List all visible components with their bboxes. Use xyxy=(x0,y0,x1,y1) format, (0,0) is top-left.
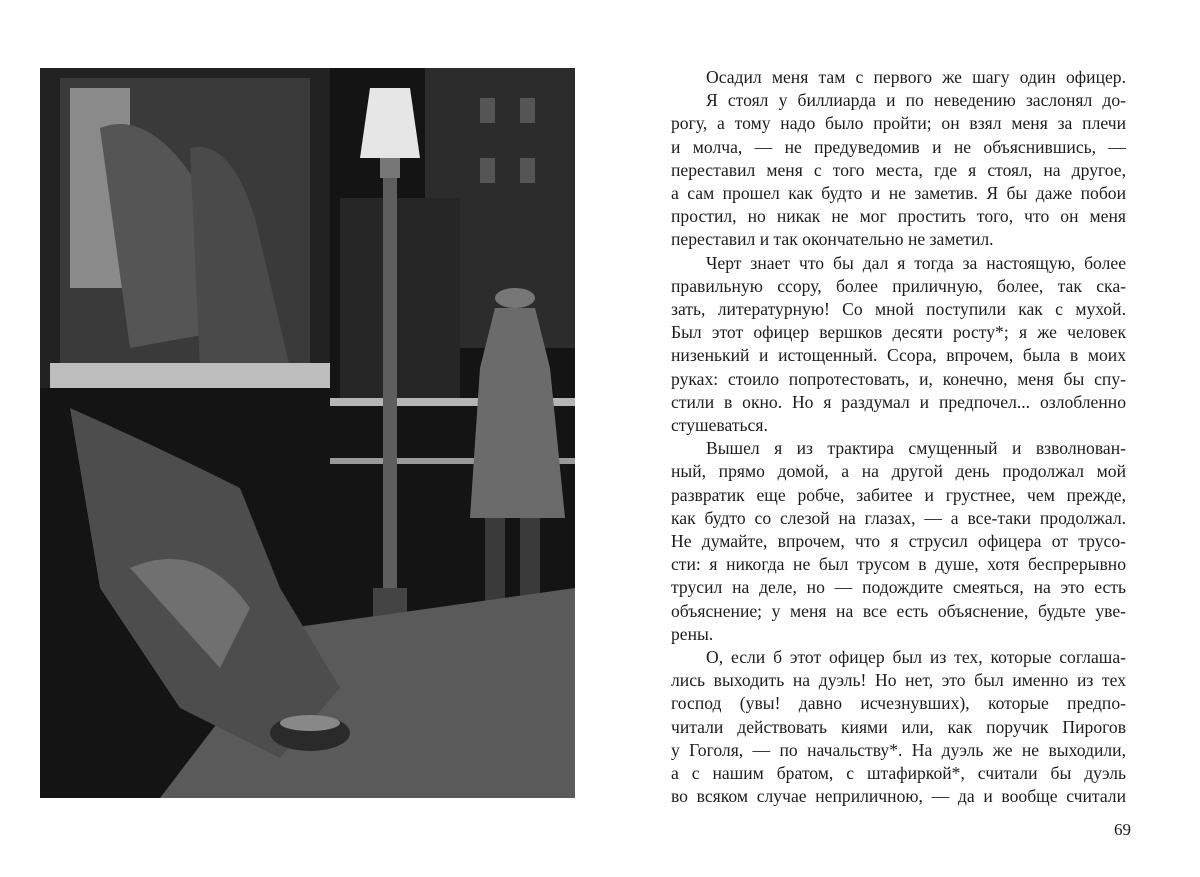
page-number: 69 xyxy=(1114,820,1131,839)
text-line: Черт знает что бы дал я тогда за настоящую, более xyxy=(706,252,1126,273)
text-line: у Гоголя, — по начальству*. На дуэль же не выходили, xyxy=(671,739,1126,760)
paragraph xyxy=(671,66,1126,89)
text-line: Я стоял у биллиарда и по неведению заслонял до- xyxy=(706,90,1126,111)
text-line: и молча, — не предуведомив и не объяснившись, — xyxy=(671,136,1126,157)
paragraph xyxy=(671,89,1126,251)
text-line: а с нашим братом, с штафиркой*, считали бы дуэль xyxy=(671,763,1126,784)
text-line: Не думайте, впрочем, что я струсил офицера от трусо- xyxy=(671,531,1126,552)
text-line: во всяком случае неприличною, — да и вообще считали xyxy=(671,786,1126,807)
text-line: переставил и так окончательно не заметил. xyxy=(671,229,994,250)
text-line: лись выходить на дуэль! Но нет, это был именно из тех xyxy=(671,670,1126,691)
body-text xyxy=(671,66,1126,809)
text-line: рены. xyxy=(671,623,714,644)
text-line: господ (увы! давно исчезнувших), которые предпо- xyxy=(671,693,1126,714)
text-line: руках: стоило попротестовать, и, конечно, меня бы спу- xyxy=(671,368,1126,389)
text-line: стили в окно. Но я раздумал и предпочел... озлобленно xyxy=(671,391,1126,412)
building-window xyxy=(40,68,330,388)
night-street-scene xyxy=(40,68,575,798)
text-line: трусил на деле, но — подождите смеяться, на это есть xyxy=(671,577,1126,598)
text-line: переставил меня с того места, где я стоял, на другое, xyxy=(671,159,1126,180)
text-line: как будто со слезой на глазах, — а все-таки продолжал. xyxy=(671,507,1126,528)
paragraph xyxy=(671,437,1126,646)
text-line: простил, но никак не мог простить того, что он меня xyxy=(671,206,1126,227)
text-line: а сам прошел как будто и не заметив. Я бы даже побои xyxy=(671,183,1126,204)
text-line: развратик еще робче, забитее и грустнее, чем прежде, xyxy=(671,484,1126,505)
text-line: низенький и истощенный. Ссора, впрочем, была в моих xyxy=(671,345,1126,366)
text-line: Вышел я из трактира смущенный и взволнован- xyxy=(706,438,1126,459)
text-line: объяснение; у меня на все есть объяснение, будьте уве- xyxy=(671,600,1126,621)
text-line: стушеваться. xyxy=(671,415,768,436)
text-line: ный, прямо домой, а на другой день продолжал мой xyxy=(671,461,1126,482)
text-line: сти: я никогда не был трусом в душе, хотя беспрерывно xyxy=(671,554,1126,575)
paragraph xyxy=(671,646,1126,808)
paragraph xyxy=(671,252,1126,438)
text-line: читали действовать киями или, как поручик Пирогов xyxy=(671,716,1126,737)
text-line: Осадил меня там с первого же шагу один офицер. xyxy=(706,67,1126,87)
text-line: правильную ссору, более приличную, более, так ска- xyxy=(671,275,1126,296)
text-line: Был этот офицер вершков десяти росту*; я же человек xyxy=(671,322,1126,343)
text-line: рогу, а тому надо было пройти; он взял меня за плечи xyxy=(671,113,1126,134)
text-line: О, если б этот офицер был из тех, которые соглаша- xyxy=(706,647,1126,668)
engraving-illustration xyxy=(40,68,575,798)
text-line: зать, литературную! Со мной поступили как с мухой. xyxy=(671,299,1126,320)
